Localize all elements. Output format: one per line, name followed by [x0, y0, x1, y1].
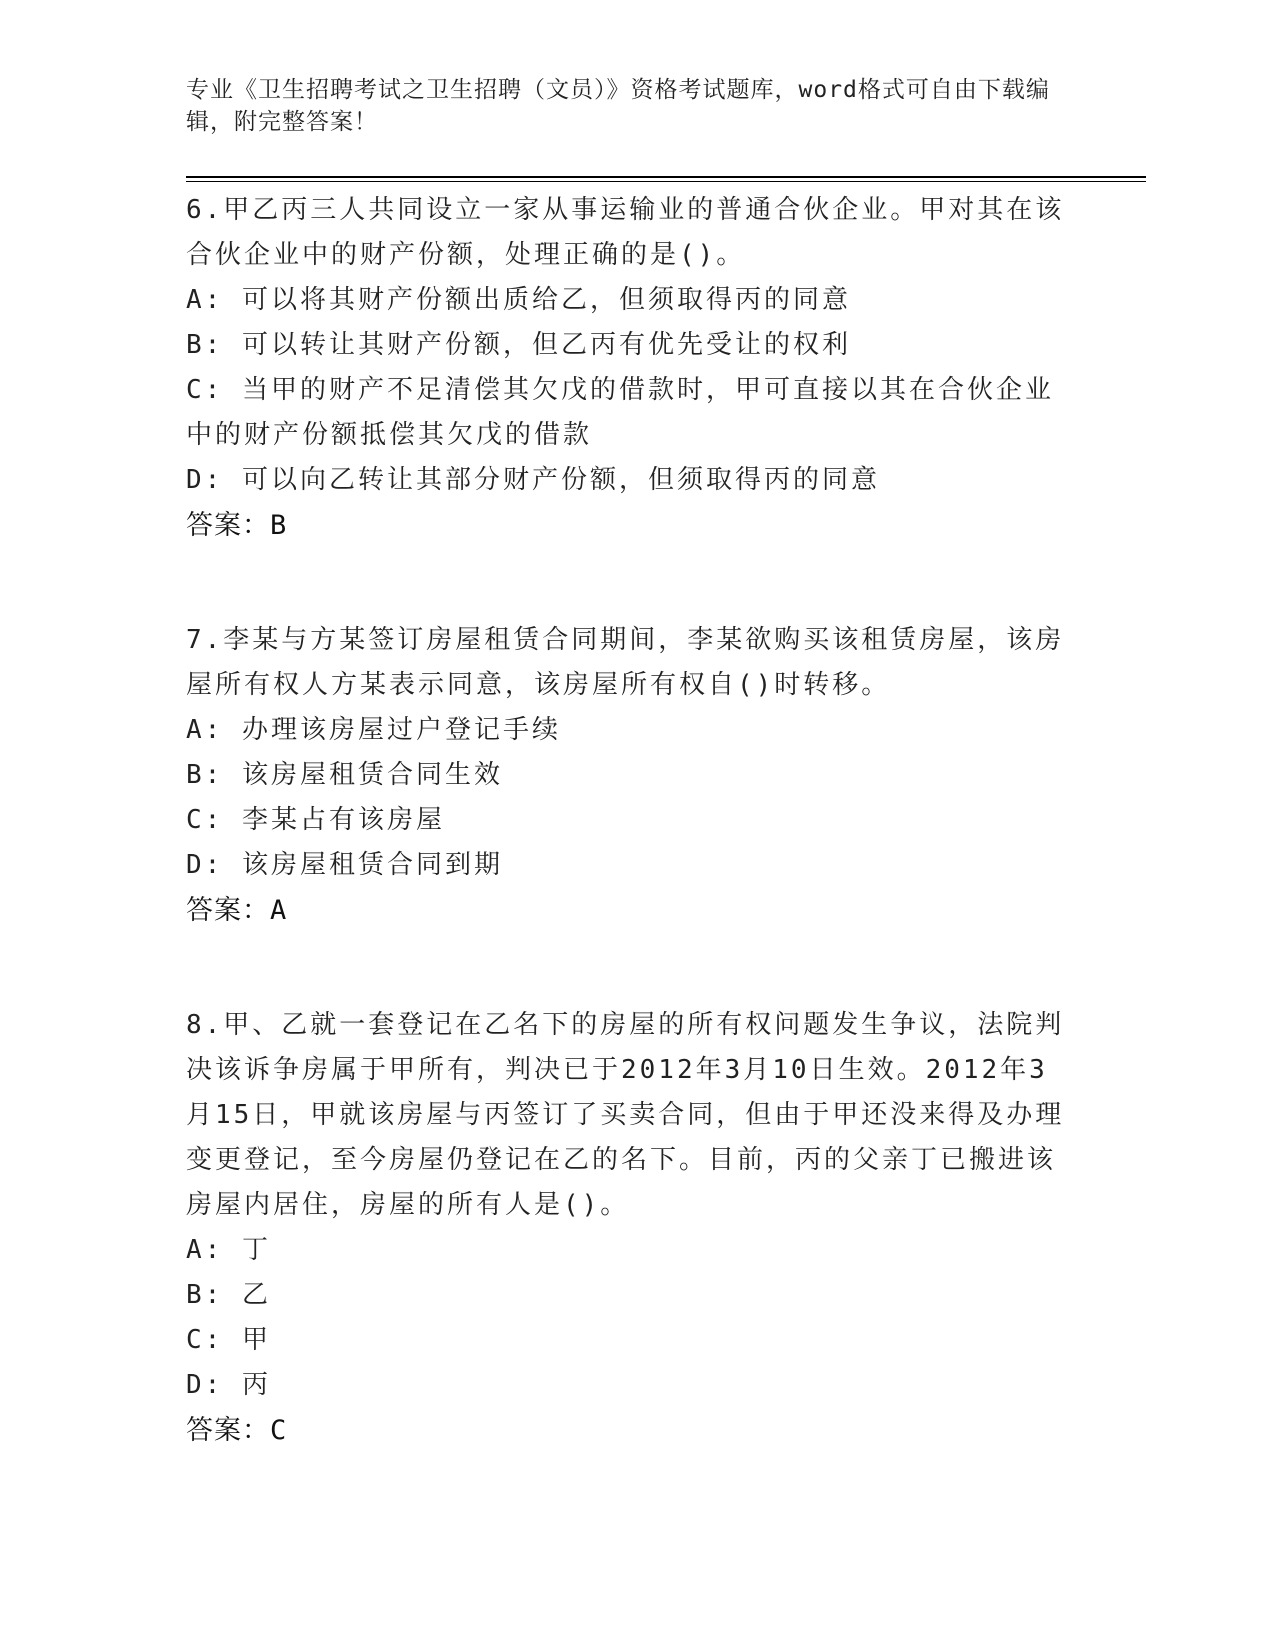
answer-label: 答案：	[186, 510, 270, 541]
question-8	[186, 1003, 1066, 1453]
option-a: A: 丁	[186, 1235, 271, 1265]
option-b: B: 乙	[186, 1280, 271, 1310]
question-stem: 6.甲乙丙三人共同设立一家从事运输业的普通合伙企业。甲对其在该合伙企业中的财产份额，处理正确的是()。	[186, 195, 1065, 270]
option-a: A: 办理该房屋过户登记手续	[186, 715, 561, 745]
answer-label: 答案：	[186, 895, 270, 926]
answer-line	[186, 888, 1066, 933]
question-list	[186, 188, 1066, 1523]
answer-label: 答案：	[186, 1415, 270, 1446]
answer-line	[186, 1408, 1066, 1453]
question-7	[186, 618, 1066, 933]
option-b: B: 该房屋租赁合同生效	[186, 760, 503, 790]
question-stem: 7.李某与方某签订房屋租赁合同期间，李某欲购买该租赁房屋，该房屋所有权人方某表示同意，该房屋所有权自()时转移。	[186, 625, 1065, 700]
header-rule-thick	[186, 176, 1146, 178]
option-c: C: 李某占有该房屋	[186, 805, 445, 835]
question-stem: 8.甲、乙就一套登记在乙名下的房屋的所有权问题发生争议，法院判决该诉争房属于甲所有，判决已于2012年3月10日生效。2012年3月15日，甲就该房屋与丙签订了买卖合同，但由于甲还没来得及办理变更登记，至今房屋仍登记在乙的名下。目前，丙的父亲丁已搬进该房屋内居住，房屋的所有人是()。	[186, 1010, 1065, 1220]
question-6	[186, 188, 1066, 548]
option-c: C: 当甲的财产不足清偿其欠戊的借款时，甲可直接以其在合伙企业中的财产份额抵偿其欠戊的借款	[186, 375, 1054, 450]
option-b: B: 可以转让其财产份额，但乙丙有优先受让的权利	[186, 330, 851, 360]
option-a: A: 可以将其财产份额出质给乙，但须取得丙的同意	[186, 285, 851, 315]
option-d: D: 丙	[186, 1370, 271, 1400]
answer-value: A	[270, 895, 288, 926]
answer-value: B	[270, 510, 288, 541]
option-c: C: 甲	[186, 1325, 271, 1355]
option-d: D: 该房屋租赁合同到期	[186, 850, 503, 880]
option-d: D: 可以向乙转让其部分财产份额，但须取得丙的同意	[186, 465, 880, 495]
answer-line	[186, 503, 1066, 548]
header-rule-thin	[186, 181, 1146, 182]
header-note: 专业《卫生招聘考试之卫生招聘（文员）》资格考试题库，word格式可自由下载编辑，附完整答案！	[186, 77, 1050, 135]
answer-value: C	[270, 1415, 288, 1446]
